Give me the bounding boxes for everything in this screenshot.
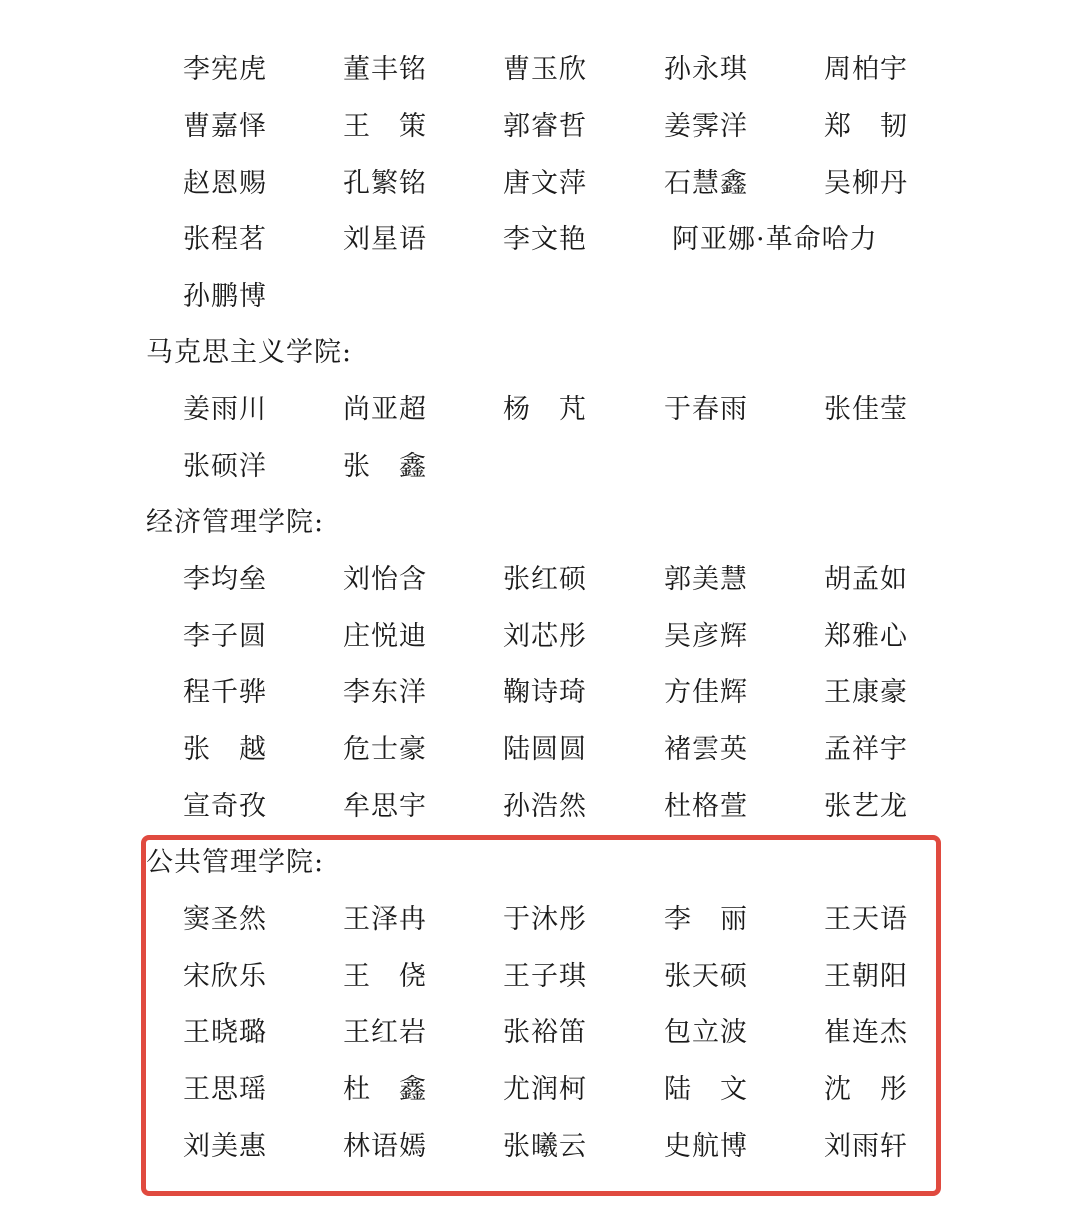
student-name: 王泽冉 bbox=[343, 904, 427, 935]
student-name: 郭美慧 bbox=[664, 564, 748, 595]
name-row bbox=[0, 730, 1080, 770]
student-name: 张 越 bbox=[183, 734, 267, 765]
student-name: 姜雨川 bbox=[183, 394, 267, 425]
student-name: 唐文萍 bbox=[503, 168, 587, 199]
student-name: 吴彦辉 bbox=[664, 621, 748, 652]
student-name: 赵恩赐 bbox=[183, 168, 267, 199]
name-row bbox=[0, 447, 1080, 487]
student-name: 刘雨轩 bbox=[824, 1131, 908, 1162]
student-name: 石慧鑫 bbox=[664, 168, 748, 199]
student-name: 郭睿哲 bbox=[503, 111, 587, 142]
name-row bbox=[0, 617, 1080, 657]
student-name: 胡孟如 bbox=[824, 564, 908, 595]
name-row bbox=[0, 390, 1080, 430]
student-name: 周柏宇 bbox=[824, 54, 908, 85]
student-name: 阿亚娜·革命哈力 bbox=[672, 224, 878, 255]
student-name: 史航博 bbox=[664, 1131, 748, 1162]
student-name: 宋欣乐 bbox=[183, 961, 267, 992]
student-name: 董丰铭 bbox=[343, 54, 427, 85]
student-name: 杨 芃 bbox=[503, 394, 587, 425]
section-heading: 马克思主义学院: bbox=[146, 337, 353, 368]
student-name: 方佳辉 bbox=[664, 677, 748, 708]
student-name: 姜霁洋 bbox=[664, 111, 748, 142]
student-name: 张硕洋 bbox=[183, 451, 267, 482]
student-name: 李 丽 bbox=[664, 904, 748, 935]
student-name: 孙浩然 bbox=[503, 791, 587, 822]
student-name: 王晓璐 bbox=[183, 1017, 267, 1048]
name-row bbox=[0, 107, 1080, 147]
student-name: 于春雨 bbox=[664, 394, 748, 425]
student-name: 窦圣然 bbox=[183, 904, 267, 935]
student-name: 孔繁铭 bbox=[343, 168, 427, 199]
student-name: 褚雲英 bbox=[664, 734, 748, 765]
name-row bbox=[0, 1013, 1080, 1053]
name-row bbox=[0, 787, 1080, 827]
student-name: 杜格萱 bbox=[664, 791, 748, 822]
student-name: 张红硕 bbox=[503, 564, 587, 595]
student-name: 林语嫣 bbox=[343, 1131, 427, 1162]
student-name: 王朝阳 bbox=[824, 961, 908, 992]
name-row bbox=[0, 220, 1080, 260]
student-name: 刘星语 bbox=[343, 224, 427, 255]
student-name: 张曦云 bbox=[503, 1131, 587, 1162]
student-name: 张 鑫 bbox=[343, 451, 427, 482]
student-name: 于沐彤 bbox=[503, 904, 587, 935]
student-name: 郑雅心 bbox=[824, 621, 908, 652]
student-name: 张艺龙 bbox=[824, 791, 908, 822]
name-row bbox=[0, 673, 1080, 713]
name-row bbox=[0, 50, 1080, 90]
student-name: 刘芯彤 bbox=[503, 621, 587, 652]
student-name: 李均垒 bbox=[183, 564, 267, 595]
student-name: 鞠诗琦 bbox=[503, 677, 587, 708]
student-name: 王思瑶 bbox=[183, 1074, 267, 1105]
student-name: 宣奇孜 bbox=[183, 791, 267, 822]
student-name: 李宪虎 bbox=[183, 54, 267, 85]
student-name: 刘怡含 bbox=[343, 564, 427, 595]
student-name: 吴柳丹 bbox=[824, 168, 908, 199]
name-row bbox=[0, 277, 1080, 317]
student-name: 崔连杰 bbox=[824, 1017, 908, 1048]
student-name: 尚亚超 bbox=[343, 394, 427, 425]
student-name: 曹嘉怿 bbox=[183, 111, 267, 142]
student-name: 牟思宇 bbox=[343, 791, 427, 822]
name-row bbox=[0, 957, 1080, 997]
student-name: 孙永琪 bbox=[664, 54, 748, 85]
name-row bbox=[0, 1070, 1080, 1110]
student-name: 王子琪 bbox=[503, 961, 587, 992]
student-name: 程千骅 bbox=[183, 677, 267, 708]
student-name: 陆圆圆 bbox=[503, 734, 587, 765]
student-name: 李子圆 bbox=[183, 621, 267, 652]
student-name: 张佳莹 bbox=[824, 394, 908, 425]
section-heading: 经济管理学院: bbox=[146, 507, 325, 538]
student-name: 庄悦迪 bbox=[343, 621, 427, 652]
student-name: 刘美惠 bbox=[183, 1131, 267, 1162]
student-name: 张天硕 bbox=[664, 961, 748, 992]
student-name: 孙鹏博 bbox=[183, 281, 267, 312]
student-name: 王天语 bbox=[824, 904, 908, 935]
student-name: 杜 鑫 bbox=[343, 1074, 427, 1105]
name-row bbox=[0, 900, 1080, 940]
name-row bbox=[0, 1127, 1080, 1167]
student-name: 王 策 bbox=[343, 111, 427, 142]
student-name: 沈 彤 bbox=[824, 1074, 908, 1105]
student-name: 陆 文 bbox=[664, 1074, 748, 1105]
student-name: 郑 韧 bbox=[824, 111, 908, 142]
student-name: 危士豪 bbox=[343, 734, 427, 765]
name-row bbox=[0, 164, 1080, 204]
student-name: 尤润柯 bbox=[503, 1074, 587, 1105]
student-name: 张程茗 bbox=[183, 224, 267, 255]
name-row bbox=[0, 560, 1080, 600]
student-name: 王康豪 bbox=[824, 677, 908, 708]
student-name: 李文艳 bbox=[503, 224, 587, 255]
student-name: 张裕笛 bbox=[503, 1017, 587, 1048]
student-name: 包立波 bbox=[664, 1017, 748, 1048]
student-name: 李东洋 bbox=[343, 677, 427, 708]
student-name: 孟祥宇 bbox=[824, 734, 908, 765]
student-name: 王 侥 bbox=[343, 961, 427, 992]
section-heading: 公共管理学院: bbox=[146, 847, 325, 878]
student-name: 曹玉欣 bbox=[503, 54, 587, 85]
student-name: 王红岩 bbox=[343, 1017, 427, 1048]
